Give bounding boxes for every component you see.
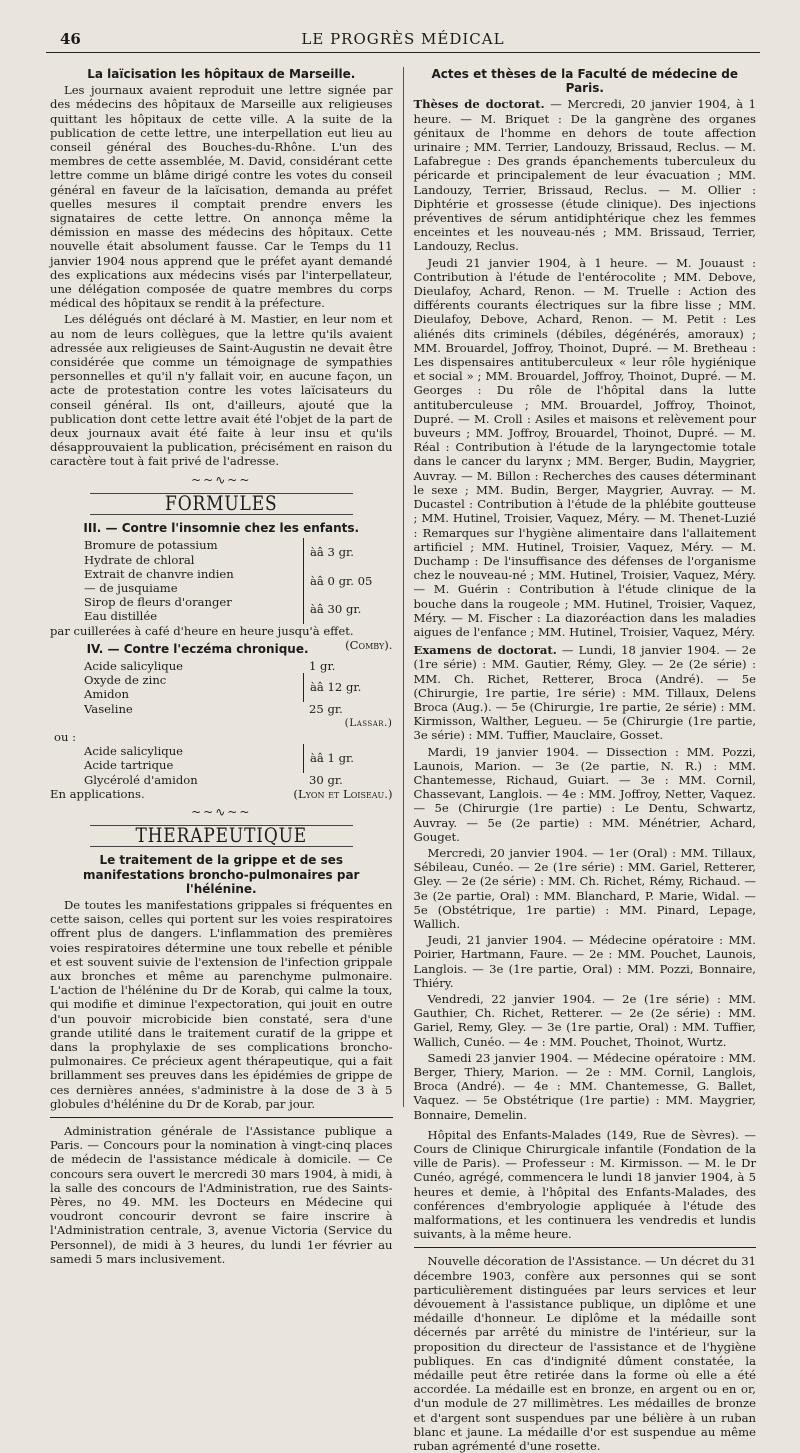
formula-4-applications <box>50 787 393 801</box>
journal-title: LE PROGRÈS MÉDICAL <box>301 30 505 48</box>
examens-paragraph-5: Vendredi, 22 janvier 1904. — 2e (1re série) : MM. Gauthier, Ch. Richet, Retterer. — 2e (2e série) : MM. Gariel, Remy, Gley. — 3e (1re partie, Oral) : MM. Tuffier, Wallich, Cunéo. — 4e : MM. Pouchet, Thoinot, Wurtz. <box>413 992 756 1049</box>
theses-paragraph-1 <box>414 97 757 253</box>
formula-3-title: III. — Contre l'insomnie chez les enfants. <box>83 521 360 536</box>
ingredient: Acide salicylique <box>84 744 184 759</box>
formula-4-group-1 <box>84 673 393 701</box>
ornament-divider: ~~∿~~ <box>191 472 252 487</box>
laicisation-paragraph-1: Les journaux avaient reproduit une lettre signée par des médecins des hôpitaux de Marseille aux religieuses quittant les hôpitaux de cette ville. A la suite de la publication de cette lettre, une interpellation eut lieu au conseil général des Bouches-du-Rhône. L'un des membres de cette assemblée, M. David, considérant cette lettre comme un blâme dirigé contre les votes du conseil général en faveur de la laïcisation, demanda au préfet quelles mesures il comptait prendre envers les signataires de cette lettre. On annonça même la démission en masse des médecins des hôpitaux. Cette nouvelle était absolument fausse. Car le Temps du 11 janvier 1904 nous apprend que le préfet ayant demandé des explications aux médecins visés par l'interpellateur, une délégation composée de quatre membres du corps médical des hôpitaux se rendit à la préfecture. <box>50 83 393 311</box>
formula-4-title: IV. — Contre l'eczéma chronique. <box>86 641 309 656</box>
formula-3-group-2 <box>84 567 393 595</box>
examens-paragraph-3: Mercredi, 20 janvier 1904. — 1er (Oral) : MM. Tillaux, Sébileau, Cunéo. — 2e (1re série) : MM. Gariel, Retterer, Gley. — 2e (2e série) : MM. Ch. Richet, Rémy, Richaud. — 3e (2e partie, Oral) : MM. Blanchard, P. Marie, Widal. — 5e (Obstétrique, 1re partie) : MM. Pinard, Lepage, Wallich. <box>413 845 756 931</box>
quantity: àâ 3 gr. <box>310 545 354 560</box>
therapeutique-title-frame <box>90 825 353 847</box>
hopital-notice: Hôpital des Enfants-Malades (149, Rue de Sèvres). — Cours de Clinique Chirurgicale infantile (Fondation de la ville de Paris). — Professeur : M. Kirmisson. — M. le Dr Cunéo, agrégé, commencera le lundi 18 janvier 1904, à 5 heures et demie, à l'hôpital des Enfants-Malades, des conférences d'embryologie appliquée à l'étude des malformations, et les continuera les vendredis et lundis suivants, à la même heure. <box>413 1127 756 1242</box>
formula-4-group-2 <box>84 744 393 772</box>
ornament-divider: ~~∿~~ <box>191 804 252 819</box>
formula-4-author-2: (Lyon et Loiseau.) <box>293 786 393 801</box>
administration-notice: Administration générale de l'Assistance publique a Paris. — Concours pour la nomination à vingt-cinq places de médecin de l'assistance médicale à domicile. — Ce concours sera ouvert le mercredi 30 mars 1904, à midi, à la salle des concours de l'Administration, rue des Saints-Pères, no 49. MM. les Docteurs en Médecine qui voudront concourir devront se faire inscrire à l'Administration centrale, 3, avenue Victoria (Service du Personnel), de midi à 3 heures, du lundi 1er février au samedi 5 mars inclusivement. <box>50 1124 393 1266</box>
quantity: àâ 12 gr. <box>310 680 362 695</box>
examens-paragraph-1 <box>414 643 757 742</box>
theses-text: — Mercredi, 20 janvier 1904, à 1 heure. — M. Briquet : De la gangrène des organes génitaux de l'homme en dehors de toute affection urinaire ; MM. Terrier, Landouzy, Brissaud, Reclus. — M. Lafabregue : Des grands épanchements tuberculeux du péricarde et principalement de leur évacuation ; MM. Landouzy, Terrier, Brissaud, Reclus. — M. Ollier : Diphtérie et grossesse (étude clinique). Des injections préventives de sérum antidiphtérique chez les femmes enceintes et les nouveau-nés ; MM. Brissaud, Terrier, Landouzy, Reclus. <box>413 97 757 254</box>
ingredient: Amidon <box>84 687 129 702</box>
ingredient: Extrait de chanvre indien <box>84 566 234 581</box>
quantity: àâ 1 gr. <box>310 751 354 766</box>
formula-3-group-1 <box>84 538 393 566</box>
formula-4-item-1 <box>84 659 393 673</box>
left-column <box>46 67 403 1266</box>
quantity: àâ 0 gr. 05 <box>310 573 373 588</box>
laicisation-paragraph-2: Les délégués ont déclaré à M. Mastier, en leur nom et au nom de leurs collègues, que la lettre qu'ils avaient adressée aux religieuses de Saint-Augustin ne devait être considérée que comme un témoignage de sympathies personnelles et qu'il n'y fallait voir, en aucune façon, un acte de protestation contre les votes laïcisateurs du conseil général. Ils ont, d'ailleurs, ajouté que la publication dont cette lettre avait été l'objet de la part de deux journaux avait été faite à leur insu et qu'ils désapprouvaient la publication, précisément en raison du caractère tout à fait privé de l'adresse. <box>50 312 393 469</box>
ingredient: Glycérolé d'amidon <box>84 772 198 787</box>
examens-paragraph-2: Mardi, 19 janvier 1904. — Dissection : MM. Pozzi, Launois, Marion. — 3e (2e partie, N. R.) : MM. Chantemesse, Richaud, Guiart. — 3e : MM. Cornil, Chassevant, Langlois. — 4e : MM. Joffroy, Netter, Vaquez. — 5e (Chirurgie (1re partie) : Le Dentu, Schwartz, Auvray. — 5e (2e partie) : MM. Ménétrier, Achard, Gouget. <box>413 744 756 844</box>
quantity: 25 gr. <box>309 701 343 716</box>
therapeutique-title: THERAPEUTIQUE <box>135 823 308 848</box>
ingredient: Acide tartrique <box>84 758 174 773</box>
formula-4-glycerole <box>84 773 393 787</box>
theses-title: Thèses de doctorat. <box>413 97 545 112</box>
examens-text: — Lundi, 18 janvier 1904. — 2e (1re série) : MM. Gautier, Rémy, Gley. — 2e (2e série) : MM. Ch. Richet, Retterer, Broca (André). — 5e (Chirurgie, 1re partie, 1re série) : MM. Tillaux, Delens Broca (Aug.). — 5e (Chirurgie, 1re partie, 2e série) : MM. Kirmisson, Walther, Legueu. — 5e (Chirurgie (1re partie, 3e série) : MM. Tuffier, Mauclaire, Gosset. <box>413 643 757 743</box>
therapeutique-paragraph: De toutes les manifestations grippales si fréquentes en cette saison, celles qui portent sur les voies respiratoires offrent plus de dangers. L'inflammation des premières voies respiratoires détermine une toux rebelle et pénible et est souvent suivie de l'extension de l'infection grippale aux bronches et même au parenchyme pulmonaire. L'action de l'hélénine du Dr de Korab, qui calme la toux, qui modifie et diminue l'expectoration, qui jouit en outre d'un pouvoir microbicide bien constaté, sera d'une grande utilité dans le traitement curatif de la grippe et dans la prophylaxie de ses complications broncho-pulmonaires. Ce précieux agent thérapeutique, qui a fait brillamment ses preuves dans les épidémies de grippe de ces dernières années, s'administre à la dose de 3 à 5 globules d'hélénine du Dr de Korab, par jour. <box>50 897 393 1111</box>
quantity: 1 gr. <box>309 658 336 673</box>
ingredient: Sirop de fleurs d'oranger <box>84 595 232 610</box>
ingredient: Bromure de potassium <box>84 538 218 553</box>
examens-title: Examens de doctorat. <box>413 643 557 658</box>
right-column <box>403 67 761 1453</box>
ingredient: Hydrate de chloral <box>84 552 195 567</box>
ingredient: Acide salicylique <box>84 658 184 673</box>
applications-text: En applications. <box>50 786 145 801</box>
ingredient: Oxyde de zinc <box>84 673 167 688</box>
formula-3-author: (Comby). <box>345 637 393 652</box>
ingredient: Vaseline <box>84 701 133 716</box>
page-number: 46 <box>60 30 81 48</box>
formules-title-frame <box>90 490 353 515</box>
formula-4-author-1: (Lassar.) <box>344 716 393 729</box>
columns <box>46 67 760 1453</box>
quantity: àâ 30 gr. <box>310 602 362 617</box>
theses-paragraph-2: Jeudi 21 janvier 1904, à 1 heure. — M. Jouaust : Contribution à l'étude de l'entérocolite ; MM. Debove, Dieulafoy, Achard, Renon. — M. Truelle : Action des différents courants électriques sur la fibre lisse ; MM. Dieulafoy, Debove, Achard, Renon. — M. Petit : Les aliénés dits criminels (débiles, dégénérés, amoraux) ; MM. Brouardel, Joffroy, Thoinot, Dupré. — M. Bretheau : Les dispensaires antituberculeux « leur rôle hygiénique et social » ; MM. Brouardel, Joffroy, Thoinot, Dupré. — M. Georges : Du rôle de l'hôpital dans la lutte antituberculeuse ; MM. Brouardel, Joffroy, Thoinot, Dupré. — M. Croll : Asiles et maisons et relèvement pour buveurs ; MM. Joffroy, Brouardel, Thoinot, Dupré. — M. Réal : Contribution à l'étude de la laryngectomie totale dans le cancer du larynx ; MM. Berger, Budin, Maygrier, Auvray. — M. Billon : Recherches des causes déterminant le sexe ; MM. Budin, Berger, Maygrier, Auvray. — M. Ducastel : Contribution à l'étude de la phlébite goutteuse ; MM. Hutinel, Troisier, Vaquez, Méry. — M. Thenet-Luzié : Remarques sur l'hygiène alimentaire dans l'allaitement artificiel ; MM. Hutinel, Troisier, Vaquez, Méry. — M. Duchamp : De l'insuffisance des défenses de l'organisme chez le nouveau-né ; MM. Hutinel, Troisier, Vaquez, Méry. — M. Guérin : Contribution à l'étude clinique de la bouche dans la rougeole ; MM. Hutinel, Troisier, Vaquez, Méry. — M. Fischer : La diazoréaction dans les maladies aigues de l'enfance ; MM. Hutinel, Troisier, Vaquez, Méry. <box>413 255 756 639</box>
decoration-notice: Nouvelle décoration de l'Assistance. — Un décret du 31 décembre 1903, confère aux personnes qui se sont particulièrement distinguées par leurs services et leur dévouement à l'assistance publique, un diplôme et une médaille d'honneur. Le diplôme et la médaille sont décernés par arrêté du ministre de l'intérieur, sur la proposition du directeur de l'assistance et de l'hygiène publiques. En cas d'indignité dûment constatée, la médaille peut être retirée dans la forme où elle a été accordée. La médaille est en bronze, en argent ou en or, d'un module de 27 millimètres. Les médailles de bronze et d'argent sont suspendues par une bélière à un ruban blanc et jaune. La médaille d'or est suspendue au même ruban agrémenté d'une rosette. <box>413 1254 756 1453</box>
formula-3-group-3 <box>84 595 393 623</box>
therapeutique-subtitle: Le traitement de la grippe et de ses manifestations broncho-pulmonaires par l'hélénine. <box>83 853 360 896</box>
actes-title: Actes et thèses de la Faculté de médecine de Paris. <box>431 67 738 96</box>
formula-4-vaseline <box>84 702 393 716</box>
examens-paragraph-4: Jeudi, 21 janvier 1904. — Médecine opératoire : MM. Poirier, Hartmann, Faure. — 2e : MM. Pouchet, Launois, Langlois. — 3e (1re partie, Oral) : MM. Pozzi, Bonnaire, Thiéry. <box>413 933 756 990</box>
quantity: 30 gr. <box>309 772 343 787</box>
ingredient: Eau distillée <box>84 609 158 624</box>
running-head <box>46 28 760 53</box>
posology-text: par cuillerées à café d'heure en heure jusqu'à effet. <box>50 623 354 638</box>
ingredient: — de jusquiame <box>84 580 178 595</box>
divider <box>414 1247 757 1248</box>
examens-paragraph-6: Samedi 23 janvier 1904. — Médecine opératoire : MM. Berger, Thiery, Marion. — 2e : MM. Cornil, Langlois, Broca (André). — 4e : MM. Chantemesse, G. Ballet, Vaquez. — 5e Obstétrique (1re partie) : MM. Maygrier, Bonnaire, Demelin. <box>413 1050 756 1122</box>
formula-4-or: ou : <box>54 729 77 744</box>
laicisation-title: La laïcisation les hôpitaux de Marseille. <box>87 67 356 81</box>
divider <box>50 1117 393 1118</box>
formules-title: FORMULES <box>165 490 278 515</box>
